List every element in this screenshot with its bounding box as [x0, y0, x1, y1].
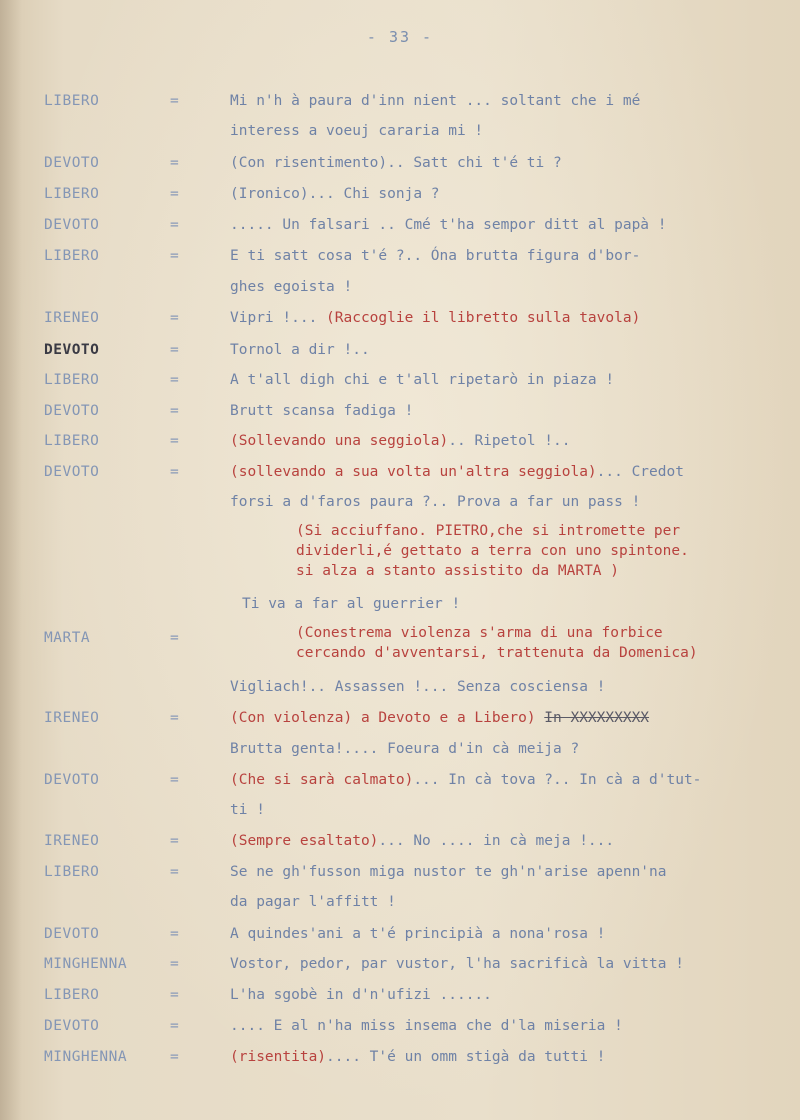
dialogue-text [230, 429, 570, 453]
separator-dash: = [170, 1018, 179, 1034]
speaker-name: LIBERO [44, 186, 100, 202]
dialogue-text [230, 829, 614, 853]
dialogue-text: Vigliach!.. Assassen !... Senza cosciensa ! [230, 679, 606, 695]
separator-dash: = [170, 464, 179, 480]
stage-direction-line: (Si acciuffano. PIETRO,che si intromette per [296, 523, 681, 539]
separator-dash: = [170, 956, 179, 972]
dialogue-line [0, 860, 800, 884]
dialogue-text: E ti satt cosa t'é ?.. Óna brutta figura d'bor- [230, 248, 641, 264]
stage-direction-inline: (Sempre esaltato) [230, 833, 379, 849]
dialogue-text: L'ha sgobè in d'n'ufizi ...... [230, 987, 492, 1003]
separator-dash: = [170, 93, 179, 109]
dialogue-text [230, 768, 701, 792]
separator-dash: = [170, 372, 179, 388]
dialogue-line [0, 213, 800, 237]
dialogue-line [0, 429, 800, 453]
speaker-name: IRENEO [44, 833, 100, 849]
separator-dash: = [170, 772, 179, 788]
speaker-name: DEVOTO [44, 1018, 100, 1034]
stage-direction-inline: (sollevando a sua volta un'altra seggiola) [230, 464, 597, 480]
speaker-name: MINGHENNA [44, 1049, 128, 1065]
separator-dash: = [170, 186, 179, 202]
separator-dash: = [170, 342, 179, 358]
separator-dash: = [170, 864, 179, 880]
speaker-name: DEVOTO [44, 772, 100, 788]
stage-direction-inline: (risentita) [230, 1049, 327, 1065]
dialogue-text: .... E al n'ha miss insema che d'la miseria ! [230, 1018, 623, 1034]
dialogue-line [0, 338, 800, 362]
speaker-name: LIBERO [44, 93, 100, 109]
dialogue-text: Tornol a dir !.. [230, 342, 370, 358]
dialogue-line [0, 244, 800, 268]
stage-direction-line: dividerli,é gettato a terra con uno spintone. [296, 543, 689, 559]
dialogue-text [230, 306, 640, 330]
speaker-name: DEVOTO [44, 155, 100, 171]
dialogue-text: interess a voeuj cararia mi ! [230, 123, 484, 139]
speaker-name: LIBERO [44, 433, 100, 449]
stage-direction-inline: a Devoto e a Libero) [352, 710, 545, 726]
separator-dash: = [170, 987, 179, 1003]
speaker-name: DEVOTO [44, 464, 100, 480]
dialogue-text: (Con risentimento).. Satt chi t'é ti ? [230, 155, 562, 171]
speaker-name: DEVOTO [44, 403, 100, 419]
dialogue-text: ghes egoista ! [230, 279, 353, 295]
dialogue-text: da pagar l'affitt ! [230, 894, 396, 910]
dialogue-line [0, 768, 800, 792]
dialogue-line [0, 89, 800, 113]
dialogue-line [0, 890, 800, 914]
dialogue-line [0, 983, 800, 1007]
dialogue-text: Brutt scansa fadiga ! [230, 403, 414, 419]
dialogue-line [0, 399, 800, 423]
struck-through-text: In XXXXXXXXX [544, 710, 650, 726]
dialogue-text: A t'all digh chi e t'all ripetarò in piaza ! [230, 372, 615, 388]
dialogue-text: (Ironico)... Chi sonja ? [230, 186, 440, 202]
dialogue-segment: ... In cà tova ?.. In cà a d'tut- [413, 772, 702, 788]
dialogue-text [230, 706, 649, 730]
dialogue-line [0, 706, 800, 730]
dialogue-text: Mi n'h à paura d'inn nient ... soltant che i mé [230, 93, 641, 109]
dialogue-line [0, 1014, 800, 1038]
separator-dash: = [170, 310, 179, 326]
dialogue-line [0, 922, 800, 946]
dialogue-text: Vostor, pedor, par vustor, l'ha sacrificà la vitta ! [230, 956, 684, 972]
stage-direction-inline: (Con violenza) [230, 710, 353, 726]
dialogue-line [0, 119, 800, 143]
separator-dash: = [170, 710, 179, 726]
separator-dash: = [170, 248, 179, 264]
dialogue-text: ti ! [230, 802, 265, 818]
dialogue-text: A quindes'ani a t'é principià a nona'rosa ! [230, 926, 606, 942]
separator-dash: = [170, 433, 179, 449]
dialogue-text [230, 460, 684, 484]
dialogue-segment: Vipri !... [230, 310, 327, 326]
dialogue-line [0, 592, 800, 616]
speaker-name: LIBERO [44, 248, 100, 264]
separator-dash: = [170, 1049, 179, 1065]
page-number: - 33 - [366, 28, 434, 46]
dialogue-segment: ... No .... in cà meja !... [378, 833, 615, 849]
dialogue-line [0, 798, 800, 822]
dialogue-text: Se ne gh'fusson miga nustor te gh'n'arise apenn'na [230, 864, 667, 880]
stage-direction-inline: (Sollevando una seggiola) [230, 433, 449, 449]
dialogue-text [230, 1045, 605, 1069]
separator-dash: = [170, 926, 179, 942]
speaker-name: IRENEO [44, 310, 100, 326]
dialogue-text: ..... Un falsari .. Cmé t'ha sempor ditt al papà ! [230, 217, 667, 233]
separator-dash: = [170, 833, 179, 849]
stage-direction-line: (Conestrema violenza s'arma di una forbice [296, 625, 663, 641]
separator-dash: = [170, 155, 179, 171]
separator-dash: = [170, 630, 179, 646]
stage-direction-inline: (Raccoglie il libretto sulla tavola) [326, 310, 641, 326]
speaker-name: DEVOTO [44, 342, 100, 358]
dialogue-segment: ... Credot [596, 464, 684, 480]
dialogue-line [0, 490, 800, 514]
speaker-name: LIBERO [44, 987, 100, 1003]
dialogue-line [0, 1045, 800, 1069]
dialogue-line [0, 368, 800, 392]
speaker-name: LIBERO [44, 372, 100, 388]
dialogue-text: Ti va a far al guerrier ! [242, 596, 461, 612]
dialogue-line [0, 182, 800, 206]
dialogue-line [0, 952, 800, 976]
stage-direction-block [296, 521, 689, 581]
speaker-name: IRENEO [44, 710, 100, 726]
speaker-name: MARTA [44, 630, 91, 646]
dialogue-line [0, 460, 800, 484]
separator-dash: = [170, 217, 179, 233]
dialogue-text: forsi a d'faros paura ?.. Prova a far un pass ! [230, 494, 641, 510]
stage-direction-line: si alza a stanto assistito da MARTA ) [296, 563, 620, 579]
speaker-name: DEVOTO [44, 217, 100, 233]
dialogue-line [0, 737, 800, 761]
dialogue-line [0, 675, 800, 699]
speaker-name: LIBERO [44, 864, 100, 880]
dialogue-segment: .... T'é un omm stigà da tutti ! [326, 1049, 606, 1065]
stage-direction-block [296, 623, 698, 663]
dialogue-line [0, 151, 800, 175]
stage-direction-line: cercando d'avventarsi, trattenuta da Domenica) [296, 645, 698, 661]
dialogue-line [0, 829, 800, 853]
dialogue-text: Brutta genta!.... Foeura d'in cà meija ? [230, 741, 580, 757]
stage-direction-inline: (Che si sarà calmato) [230, 772, 414, 788]
dialogue-segment: .. Ripetol !.. [448, 433, 571, 449]
separator-dash: = [170, 403, 179, 419]
dialogue-line [0, 275, 800, 299]
speaker-name: MINGHENNA [44, 956, 128, 972]
speaker-name: DEVOTO [44, 926, 100, 942]
dialogue-line [0, 306, 800, 330]
